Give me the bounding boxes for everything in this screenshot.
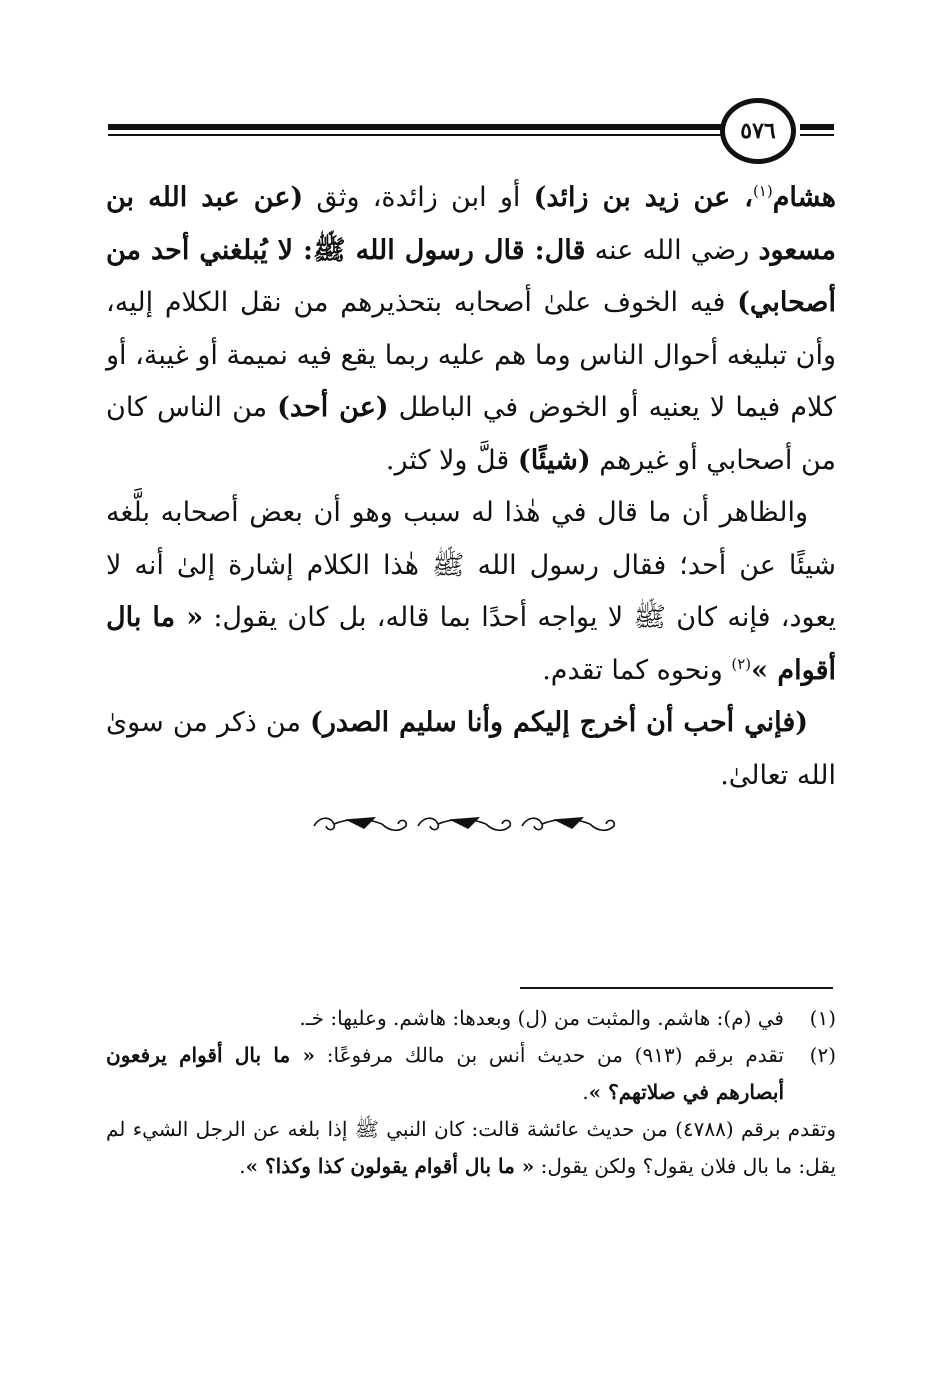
footnote-2-b-quote: « ما بال أقوام يقولون كذا وكذا؟ » <box>245 1154 535 1178</box>
footnote-ref-2[interactable]: (٢) <box>731 654 752 673</box>
header-rule-tail-thin <box>800 134 834 136</box>
footnote-2 <box>106 1037 836 1111</box>
header-rule <box>108 124 726 140</box>
footnote-2-b-intro: وتقدم برقم (٤٧٨٨) من حديث عائشة قالت: كان النبي ﷺ إذا بلغه عن الرجل الشيء لم يقل: ما بال فلان يقول؟ ولكن يقول: <box>106 1117 836 1178</box>
header-rule-tail-thick <box>800 124 834 130</box>
footnotes <box>106 1000 836 1185</box>
paragraph-3 <box>106 697 836 802</box>
p1-text-people: من الناس كان من أصحابي أو غيرهم <box>106 392 836 476</box>
ornament-unit-1 <box>314 818 406 830</box>
p3-text-hadith: (فإني أحب أن أخرج إليكم وأنا سليم الصدر) <box>310 707 809 738</box>
ornament-unit-3 <box>522 818 614 830</box>
footnote-2-text-b <box>106 1111 836 1185</box>
footnote-2-text-a <box>106 1037 784 1111</box>
p1-text-end: قلَّ ولا كثر. <box>385 444 518 476</box>
ornament-unit-2 <box>418 818 510 830</box>
p1-text-hadith: قال: قال رسول الله ﷺ: لا يُبلغني أحد من أصحابي) <box>106 234 836 318</box>
footnote-2-a-quote: « ما بال أقوام يرفعون أبصارهم في صلاتهم؟ » <box>106 1043 784 1104</box>
header-rule-thin <box>108 134 726 136</box>
p1-text-abdullah: (عن عبد الله بن مسعود <box>106 182 836 266</box>
footnote-2-b-end: . <box>239 1154 246 1178</box>
p1-text-honorific: رضي الله عنه <box>585 234 759 266</box>
paragraph-2 <box>106 487 836 697</box>
page-number-badge <box>720 98 796 164</box>
p1-text-shayan: (شيئًا) <box>517 444 591 476</box>
footnote-separator <box>520 987 833 989</box>
footnote-1-number: (١) <box>809 1006 836 1030</box>
p2-text-body: والظاهر أن ما قال في هٰذا له سبب وهو أن بعض أصحابه بلَّغه شيئًا عن أحد؛ فقال رسول الله ﷺ هٰذا الكلام إشارة إلىٰ أنه لا يعود، فإنه كان ﷺ لا يواجه أحدًا بما قاله، بل كان يقول: <box>106 497 836 633</box>
header-rule-thick <box>108 124 726 130</box>
footnote-2-a-intro: تقدم برقم (٩١٣) من حديث أنس بن مالك مرفوعًا: <box>315 1043 784 1067</box>
p1-text-commentary: فيه الخوف علىٰ أصحابه بتحذيرهم من نقل الكلام إليه، وأن تبليغه أحوال الناس وما هم عليه ربما يقع فيه نميمة أو غيبة، أو كلام فيما لا يعنيه أو الخوض في الباطل <box>106 287 837 423</box>
footnote-1-text: في (م): هاشم. والمثبت من (ل) وبعدها: هاشم. وعليها: خـ. <box>299 1006 784 1030</box>
p1-text-ibn-zaida: أو ابن زائدة، وثق <box>303 182 534 213</box>
main-text <box>106 172 836 802</box>
p1-text-zayd: ، عن زيد بن زائد) <box>533 182 753 213</box>
p2-text-end: ونحوه كما تقدم. <box>542 654 732 686</box>
p3-text-end: من ذكر من سوىٰ الله تعالىٰ. <box>106 707 836 791</box>
page-number: ٥٧٦ <box>740 118 776 144</box>
footnote-ref-1[interactable]: (١) <box>752 182 773 200</box>
footnote-1 <box>106 1000 836 1037</box>
footnote-2-a-end: . <box>582 1080 589 1104</box>
footnote-2-number: (٢) <box>809 1043 836 1067</box>
paragraph-1 <box>106 172 836 487</box>
ornament-divider-icon <box>308 806 624 838</box>
header-rule-tail <box>800 124 834 140</box>
p2-text-quote: « ما بال أقوام » <box>106 602 836 686</box>
p1-text-an-ahad: (عن أحد) <box>277 392 389 423</box>
p1-text-hisham: هشام <box>772 182 836 213</box>
